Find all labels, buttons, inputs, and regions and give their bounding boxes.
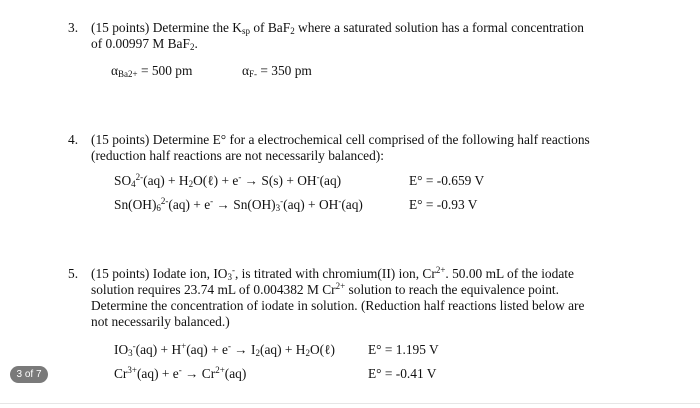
superscript: - bbox=[280, 196, 284, 206]
text: → S(s) + OH bbox=[241, 173, 317, 188]
text: where a saturated solution has a formal concentration bbox=[294, 20, 584, 35]
text: , is titrated with chromium(II) ion, Cr bbox=[234, 266, 436, 281]
subscript: 2 bbox=[255, 348, 260, 358]
question-number: 5. bbox=[68, 266, 79, 281]
question-number: 4. bbox=[68, 132, 79, 147]
text: Cr bbox=[114, 366, 128, 381]
subscript: 3 bbox=[128, 348, 133, 358]
text: (aq) + OH bbox=[283, 197, 339, 212]
page-indicator-badge: 3 of 7 bbox=[10, 366, 48, 383]
superscript: - bbox=[238, 172, 242, 182]
subscript: 2 bbox=[290, 26, 295, 36]
superscript: 2+ bbox=[335, 281, 346, 291]
reaction-5-1 bbox=[114, 342, 335, 358]
potential-4-2: E° = -0.93 V bbox=[409, 197, 478, 212]
text: SO bbox=[114, 173, 132, 188]
text: solution requires 23.74 mL of 0.004382 M Cr bbox=[91, 282, 336, 297]
text: → I bbox=[230, 342, 256, 357]
text: Sn(OH) bbox=[114, 197, 157, 212]
text: O(ℓ) bbox=[309, 342, 335, 357]
question-5-line-3: Determine the concentration of iodate in solution. (Reduction half reactions listed below are bbox=[91, 298, 585, 313]
question-5-line-4: not necessarily balanced.) bbox=[91, 314, 230, 329]
text: (reduction half reactions are not necessarily balanced): bbox=[91, 148, 384, 163]
subscript: 4 bbox=[131, 179, 136, 189]
text: (aq) + e bbox=[186, 342, 228, 357]
superscript: - bbox=[178, 365, 182, 375]
question-5-line-2 bbox=[68, 282, 668, 298]
superscript: - bbox=[227, 341, 231, 351]
question-4-line-1 bbox=[68, 132, 668, 148]
subscript: F- bbox=[249, 69, 258, 79]
text: . 50.00 mL of the iodate bbox=[445, 266, 574, 281]
superscript: 3+ bbox=[127, 365, 137, 375]
bottom-divider bbox=[0, 403, 700, 404]
text: (aq) + e bbox=[136, 366, 179, 381]
superscript: 2- bbox=[135, 172, 144, 182]
alpha-f-value bbox=[242, 63, 312, 79]
subscript: 2 bbox=[188, 179, 194, 189]
text: (15 points) Determine the K bbox=[91, 20, 242, 35]
reaction-4-2 bbox=[114, 197, 363, 213]
subscript: Ba2+ bbox=[118, 69, 138, 79]
text: = 350 pm bbox=[257, 63, 312, 78]
text: O(ℓ) + e bbox=[193, 173, 239, 188]
text: (aq) + H bbox=[260, 342, 306, 357]
superscript: 2+ bbox=[215, 365, 225, 375]
potential-5-1: E° = 1.195 V bbox=[368, 342, 439, 357]
alpha-symbol: α bbox=[111, 63, 119, 78]
text: → Cr bbox=[181, 366, 216, 381]
text: (aq) + H bbox=[143, 173, 189, 188]
question-5-line-1 bbox=[68, 266, 668, 282]
superscript: 2- bbox=[160, 196, 169, 206]
superscript: - bbox=[338, 196, 342, 206]
text: (aq) bbox=[224, 366, 247, 381]
subscript: sp bbox=[241, 26, 250, 36]
alpha-symbol: α bbox=[242, 63, 250, 78]
subscript: 2 bbox=[189, 42, 195, 52]
superscript: 2+ bbox=[435, 265, 446, 275]
superscript: + bbox=[181, 341, 187, 351]
potential-5-2: E° = -0.41 V bbox=[368, 366, 437, 381]
potential-4-1: E° = -0.659 V bbox=[409, 173, 485, 188]
subscript: 6 bbox=[156, 203, 161, 213]
text: (15 points) Iodate ion, IO bbox=[91, 266, 228, 281]
text: of BaF bbox=[250, 20, 291, 35]
text: solution to reach the equivalence point. bbox=[345, 282, 559, 297]
subscript: 2 bbox=[305, 348, 310, 358]
reaction-5-2 bbox=[114, 366, 246, 382]
question-number: 3. bbox=[68, 20, 79, 35]
question-3 bbox=[68, 20, 668, 52]
superscript: - bbox=[231, 265, 235, 275]
text: (aq) bbox=[341, 197, 363, 212]
text: of 0.00997 M BaF bbox=[91, 36, 190, 51]
subscript: 3 bbox=[227, 272, 232, 282]
superscript: - bbox=[132, 341, 136, 351]
text: IO bbox=[114, 342, 129, 357]
reaction-4-1 bbox=[114, 173, 341, 189]
text: (aq) + H bbox=[135, 342, 182, 357]
superscript: - bbox=[316, 172, 320, 182]
question-3-line-2 bbox=[68, 36, 668, 52]
subscript: 3 bbox=[275, 203, 281, 213]
question-3-line-1 bbox=[68, 20, 668, 36]
text: = 500 pm bbox=[137, 63, 193, 78]
text: (aq) bbox=[319, 173, 342, 188]
text: (15 points) Determine E° for a electrochemical cell comprised of the following half reactions bbox=[91, 132, 590, 147]
superscript: - bbox=[210, 196, 214, 206]
question-4-line-2 bbox=[68, 148, 668, 164]
text: → Sn(OH) bbox=[213, 197, 276, 212]
question-4 bbox=[68, 132, 668, 164]
text: . bbox=[194, 36, 198, 51]
alpha-ba-value bbox=[111, 63, 192, 79]
question-5 bbox=[68, 266, 668, 330]
text: (aq) + e bbox=[168, 197, 211, 212]
